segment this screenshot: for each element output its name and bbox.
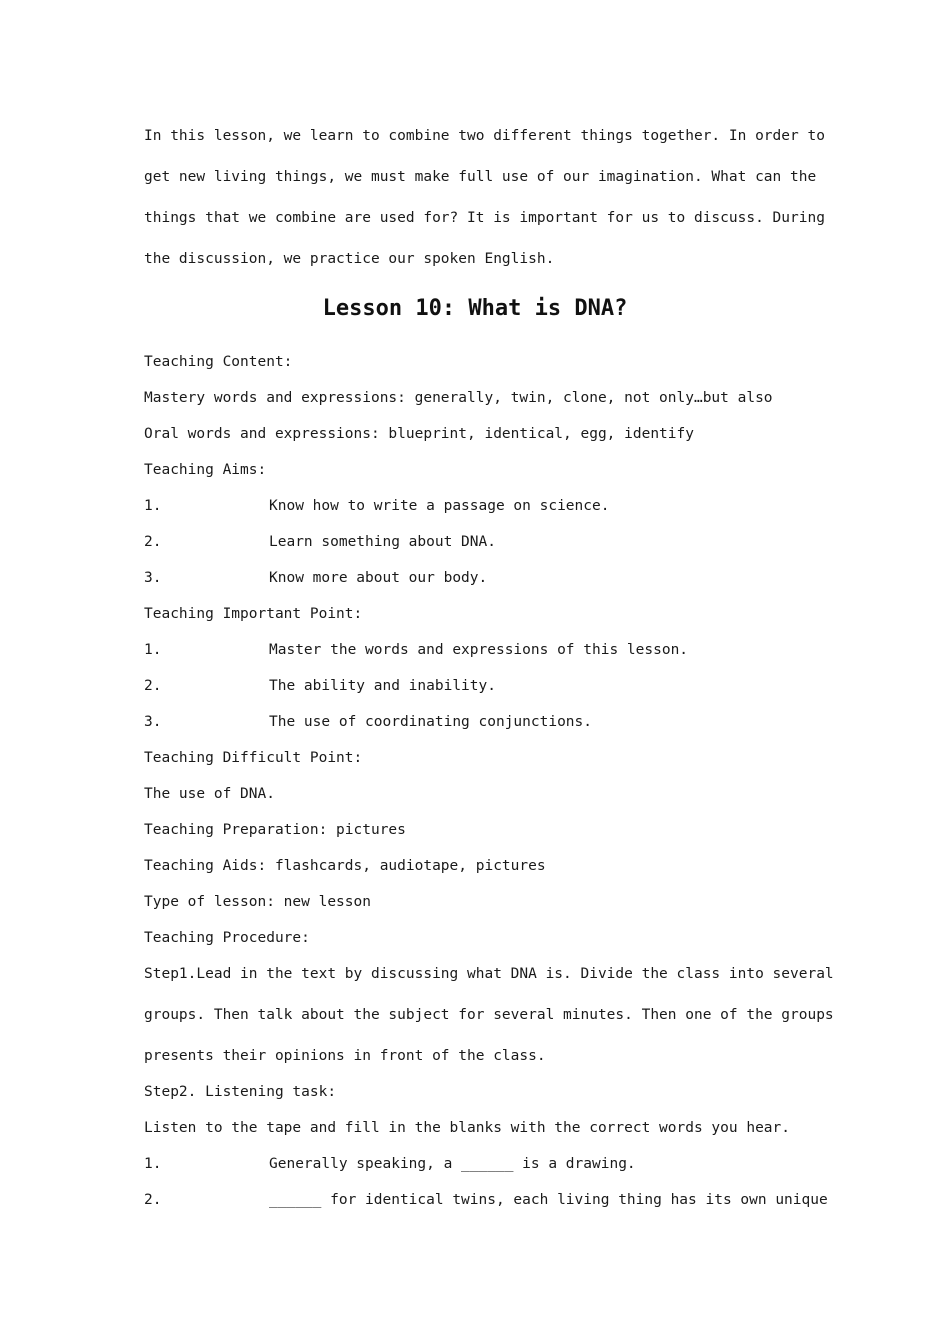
blank-number: 2. <box>144 1192 162 1208</box>
step2-instruction: Listen to the tape and fill in the blanks with the correct words you hear. <box>144 1120 791 1136</box>
lesson-title: Lesson 10: What is DNA? <box>322 296 628 321</box>
aim-item: Know how to write a passage on science. <box>269 498 610 514</box>
important-number: 1. <box>144 642 162 658</box>
step1-line-3: presents their opinions in front of the class. <box>144 1048 546 1064</box>
aim-item: Know more about our body. <box>269 570 488 586</box>
important-item: The use of coordinating conjunctions. <box>269 714 593 730</box>
blank-item: Generally speaking, a ______ is a drawing. <box>269 1156 636 1172</box>
intro-line-4: the discussion, we practice our spoken English. <box>144 251 555 267</box>
step1-line-2: groups. Then talk about the subject for several minutes. Then one of the groups <box>144 1007 834 1023</box>
teaching-aids: Teaching Aids: flashcards, audiotape, pictures <box>144 858 546 874</box>
important-point-heading: Teaching Important Point: <box>144 606 363 622</box>
aim-number: 2. <box>144 534 162 550</box>
oral-words: Oral words and expressions: blueprint, identical, egg, identify <box>144 426 694 442</box>
aim-item: Learn something about DNA. <box>269 534 496 550</box>
teaching-aims-heading: Teaching Aims: <box>144 462 267 478</box>
intro-line-2: get new living things, we must make full use of our imagination. What can the <box>144 169 817 185</box>
important-number: 3. <box>144 714 162 730</box>
intro-line-1: In this lesson, we learn to combine two different things together. In order to <box>144 128 825 144</box>
blank-item: ______ for identical twins, each living thing has its own unique <box>269 1192 828 1208</box>
important-item: Master the words and expressions of this lesson. <box>269 642 689 658</box>
teaching-preparation: Teaching Preparation: pictures <box>144 822 406 838</box>
mastery-words: Mastery words and expressions: generally, twin, clone, not only…but also <box>144 390 773 406</box>
step2-heading: Step2. Listening task: <box>144 1084 337 1100</box>
aim-number: 3. <box>144 570 162 586</box>
lesson-type: Type of lesson: new lesson <box>144 894 371 910</box>
important-number: 2. <box>144 678 162 694</box>
difficult-point-heading: Teaching Difficult Point: <box>144 750 363 766</box>
difficult-point-text: The use of DNA. <box>144 786 275 802</box>
step1-line-1: Step1.Lead in the text by discussing what DNA is. Divide the class into several <box>144 966 834 982</box>
important-item: The ability and inability. <box>269 678 496 694</box>
teaching-content-heading: Teaching Content: <box>144 354 293 370</box>
aim-number: 1. <box>144 498 162 514</box>
blank-number: 1. <box>144 1156 162 1172</box>
teaching-procedure-heading: Teaching Procedure: <box>144 930 310 946</box>
intro-line-3: things that we combine are used for? It is important for us to discuss. During <box>144 210 825 226</box>
